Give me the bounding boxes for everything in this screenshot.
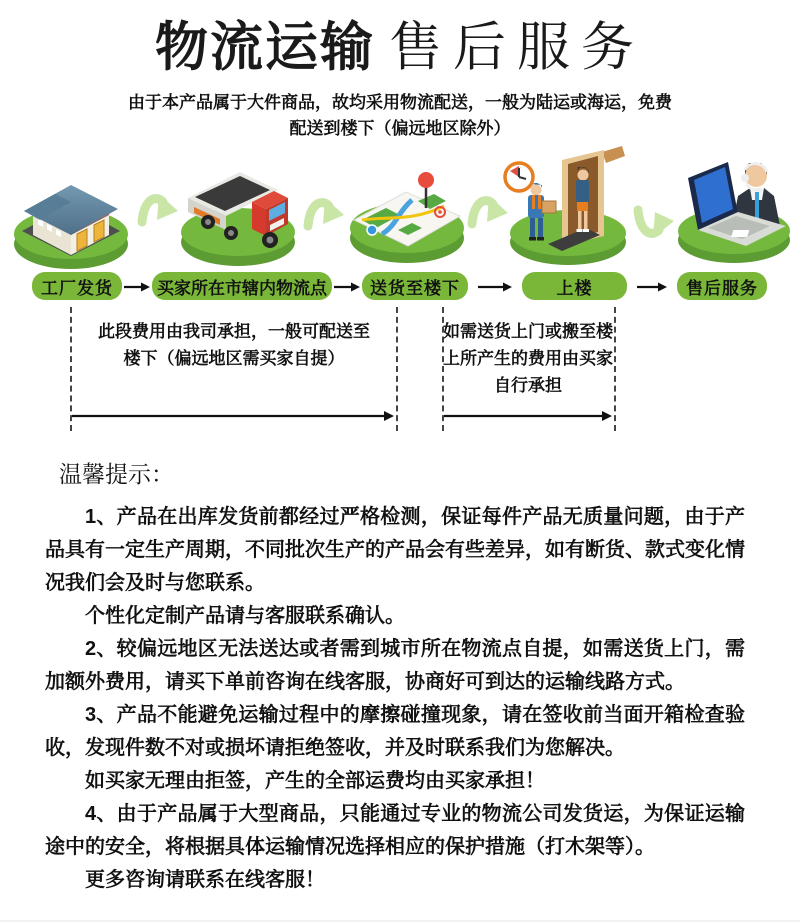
- buyer-cost-note-line-2: 上所产生的费用由买家: [443, 349, 613, 368]
- tips-paragraph: 1、产品在出库发货前都经过严格检测，保证每件产品无质量问题，由于产品具有一定生产周期，不同批次生产的产品会有些差异，如有断货、款式变化情况我们会及时与您联系。: [45, 506, 745, 594]
- step-arrow-icon: [637, 280, 667, 298]
- customer-service-icon: [674, 148, 794, 268]
- tips-paragraph: 2、较偏远地区无法送达或者需到城市所在物流点自提，如需送货上门，需加额外费用，请买下单前咨询在线客服，协商好可到达的运输线路方式。: [45, 638, 745, 693]
- seller-cost-note-line-2: 楼下（偏远地区需买家自提）: [123, 349, 345, 368]
- tips-title: 温馨提示：: [59, 461, 174, 487]
- tips-paragraph: 个性化定制产品请与客服联系确认。: [85, 605, 405, 627]
- buyer-cost-note: [440, 318, 616, 399]
- seller-cost-note: [72, 318, 396, 372]
- step-arrow-icon: [124, 280, 150, 298]
- connector-arrow-icon: [632, 190, 676, 248]
- range-arrow-icon: [72, 409, 394, 428]
- title-logistics: 物流运输: [155, 18, 375, 77]
- map-icon: [346, 154, 468, 266]
- step-arrow-icon: [334, 280, 360, 298]
- subtitle-line-2: 配送到楼下（偏远地区除外）: [289, 119, 511, 138]
- tips-paragraph: 4、由于产品属于大型商品，只能通过专业的物流公司发货运，为保证运输途中的安全，将根据具体运输情况选择相应的保护措施（打木架等）。: [45, 803, 745, 858]
- tips-paragraph: 如买家无理由拒签，产生的全部运费均由买家承担！: [85, 770, 545, 792]
- connector-arrow-icon: [136, 184, 180, 242]
- page-title: [0, 18, 800, 78]
- factory-icon: [10, 158, 132, 270]
- step-pill-aftersales: 售后服务: [677, 272, 767, 300]
- step-arrow-icon: [478, 280, 512, 298]
- buyer-cost-note-line-1: 如需送货上门或搬至楼: [443, 322, 613, 341]
- cost-notes: [0, 301, 800, 438]
- seller-cost-note-line-1: 此段费用由我司承担，一般可配送至: [98, 322, 370, 341]
- title-aftersales: 售后服务: [389, 18, 645, 77]
- subtitle-line-1: 由于本产品属于大件商品，故均采用物流配送，一般为陆运或海运，免费: [128, 93, 672, 112]
- subtitle: [0, 90, 800, 142]
- tips-paragraph: 3、产品不能避免运输过程中的摩擦碰撞现象，请在签收前当面开箱检查验收，发现件数不对或损坏请拒绝签收，并及时联系我们为您解决。: [45, 704, 745, 759]
- tips-section: [0, 456, 800, 897]
- step-pill-logistics-point: 买家所在市辖内物流点: [152, 272, 332, 300]
- buyer-cost-note-line-3: 自行承担: [494, 376, 562, 395]
- step-pill-upstairs: 上楼: [522, 272, 627, 300]
- flow-steps: [0, 272, 800, 301]
- step-pill-deliver-downstairs: 送货至楼下: [362, 272, 468, 300]
- truck-icon: [176, 150, 300, 268]
- connector-arrow-icon: [302, 188, 346, 246]
- delivery-upstairs-icon: [502, 144, 634, 270]
- flow-illustrations: [0, 144, 800, 271]
- dashed-separator: [396, 307, 398, 431]
- tips-paragraph: 更多咨询请联系在线客服！: [85, 869, 325, 891]
- range-arrow-icon: [444, 409, 612, 428]
- header: [0, 0, 800, 142]
- step-pill-factory: 工厂发货: [32, 272, 122, 300]
